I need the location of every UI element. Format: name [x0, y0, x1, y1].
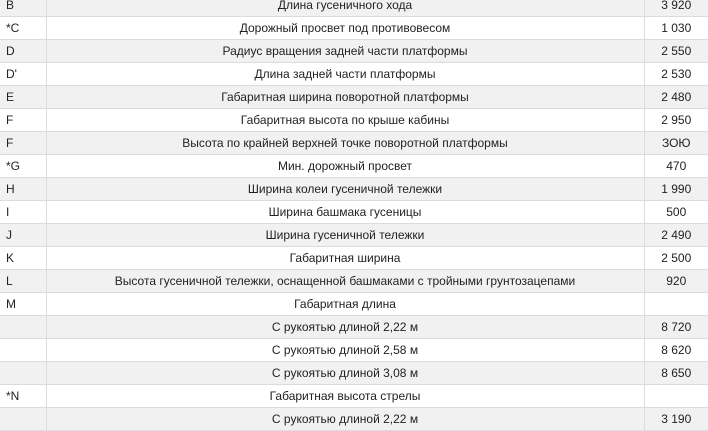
row-parameter: Мин. дорожный просвет [46, 155, 644, 178]
row-parameter: С рукоятью длиной 2,22 м [46, 316, 644, 339]
row-parameter: С рукоятью длиной 2,22 м [46, 408, 644, 431]
row-parameter: Высота гусеничной тележки, оснащенной башмаками с тройными грунтозацепами [46, 270, 644, 293]
table-row [0, 86, 708, 109]
row-parameter: Габаритная высота по крыше кабины [46, 109, 644, 132]
row-parameter: Радиус вращения задней части платформы [46, 40, 644, 63]
table-row [0, 339, 708, 362]
row-value [644, 293, 708, 316]
row-code: M [0, 293, 46, 316]
row-value: 3 920 [644, 0, 708, 17]
row-code: *G [0, 155, 46, 178]
row-code [0, 408, 46, 431]
row-code [0, 339, 46, 362]
table-row [0, 132, 708, 155]
row-value: 2 490 [644, 224, 708, 247]
row-code [0, 316, 46, 339]
table-row [0, 385, 708, 408]
row-code: L [0, 270, 46, 293]
row-code: D' [0, 63, 46, 86]
row-value [644, 385, 708, 408]
table-row [0, 178, 708, 201]
row-value: 1 990 [644, 178, 708, 201]
row-value: 1 030 [644, 17, 708, 40]
row-value: 8 650 [644, 362, 708, 385]
row-code: *N [0, 385, 46, 408]
table-row [0, 109, 708, 132]
row-parameter: Габаритная ширина [46, 247, 644, 270]
table-row [0, 270, 708, 293]
row-code: *C [0, 17, 46, 40]
row-value: 500 [644, 201, 708, 224]
row-parameter: С рукоятью длиной 3,08 м [46, 362, 644, 385]
row-parameter: Габаритная высота стрелы [46, 385, 644, 408]
row-value: 2 550 [644, 40, 708, 63]
table-row [0, 316, 708, 339]
row-code: F [0, 109, 46, 132]
table-row [0, 63, 708, 86]
row-value: 8 620 [644, 339, 708, 362]
table-row [0, 0, 708, 17]
row-code: I [0, 201, 46, 224]
table-row [0, 224, 708, 247]
row-value: 3 190 [644, 408, 708, 431]
row-code: K [0, 247, 46, 270]
row-code: D [0, 40, 46, 63]
row-value: 2 950 [644, 109, 708, 132]
table-row [0, 293, 708, 316]
row-parameter: Высота по крайней верхней точке поворотной платформы [46, 132, 644, 155]
row-value: 920 [644, 270, 708, 293]
row-code: J [0, 224, 46, 247]
row-value: 2 530 [644, 63, 708, 86]
table-row [0, 201, 708, 224]
row-code: F [0, 132, 46, 155]
table-row [0, 155, 708, 178]
row-value: 2 500 [644, 247, 708, 270]
row-parameter: Дорожный просвет под противовесом [46, 17, 644, 40]
row-parameter: С рукоятью длиной 2,58 м [46, 339, 644, 362]
row-parameter: Ширина колеи гусеничной тележки [46, 178, 644, 201]
row-parameter: Габаритная длина [46, 293, 644, 316]
row-value: 8 720 [644, 316, 708, 339]
row-value: ЗОЮ [644, 132, 708, 155]
row-code: H [0, 178, 46, 201]
table-row [0, 40, 708, 63]
row-value: 470 [644, 155, 708, 178]
row-parameter: Длина задней части платформы [46, 63, 644, 86]
row-parameter: Ширина башмака гусеницы [46, 201, 644, 224]
row-code [0, 362, 46, 385]
table-row [0, 408, 708, 431]
row-code: E [0, 86, 46, 109]
row-value: 2 480 [644, 86, 708, 109]
row-parameter: Габаритная ширина поворотной платформы [46, 86, 644, 109]
table-row [0, 17, 708, 40]
table-row [0, 362, 708, 385]
row-code: B [0, 0, 46, 17]
row-parameter: Ширина гусеничной тележки [46, 224, 644, 247]
table-row [0, 247, 708, 270]
row-parameter: Длина гусеничного хода [46, 0, 644, 17]
